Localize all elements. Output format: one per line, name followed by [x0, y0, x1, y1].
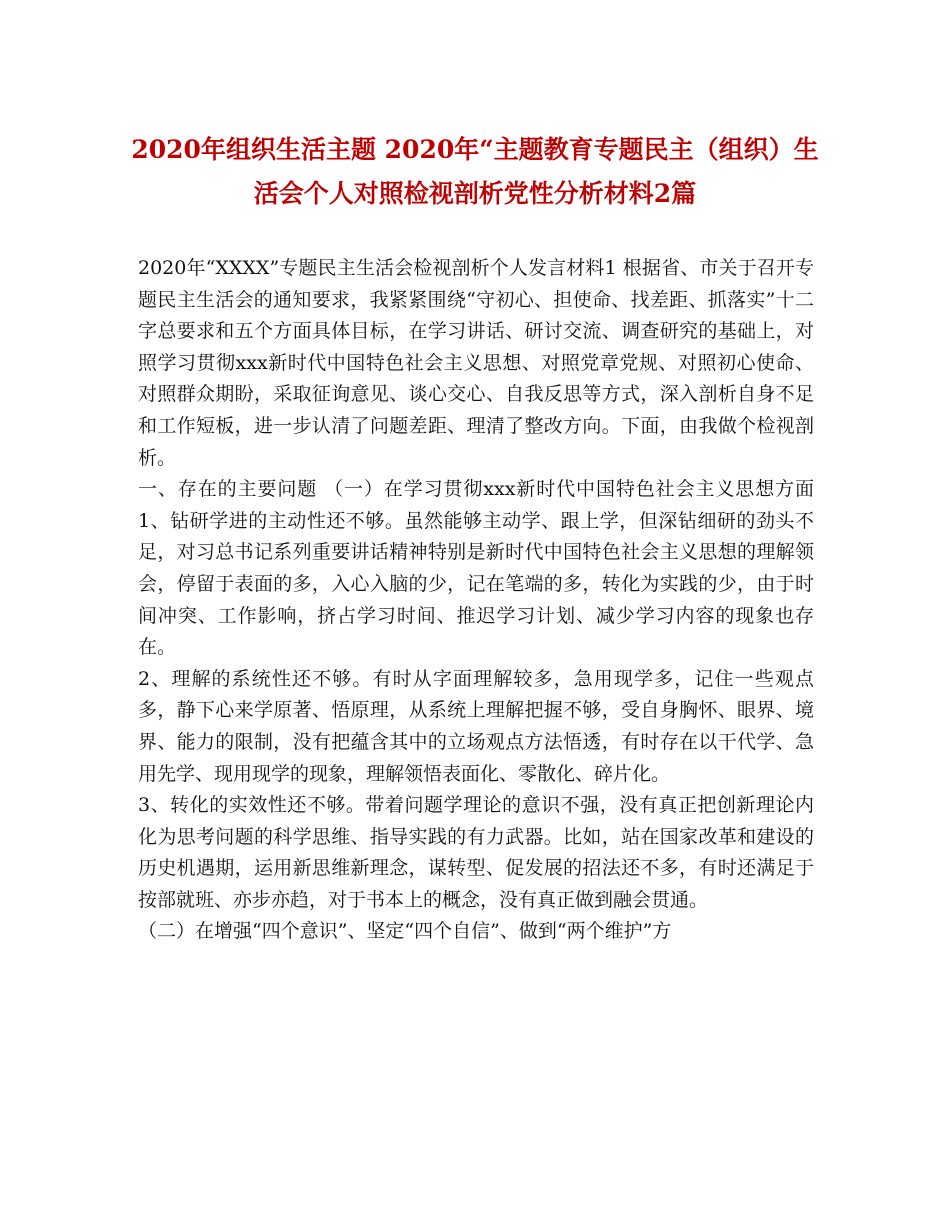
paragraph-point-three: 3、转化的实效性还不够。带着问题学理论的意识不强，没有真正把创新理论内化为思考问题的科学思维、指导实践的有力武器。比如，站在国家改革和建设的历史机遇期，运用新思维新理念，谋转型、促发展的招法还不多，有时还满足于按部就班、亦步亦趋，对于书本上的概念，没有真正做到融会贯通。	[138, 794, 814, 911]
document-title: 2020年组织生活主题 2020年“主题教育专题民主（组织）生活会个人对照检视剖析党性分析材料2篇	[131, 135, 819, 208]
paragraph-section-one: 一、存在的主要问题 （一）在学习贯彻xxx新时代中国特色社会主义思想方面 1、钻研学进的主动性还不够。虽然能够主动学、跟上学，但深钻细研的劲头不足，对习总书记系列重要讲话精神特别是新时代中国特色社会主义思想的理解领会，停留于表面的多，入心入脑的少，记在笔端的多，转化为实践的少，由于时间冲突、工作影响，挤占学习时间、推迟学习计划、减少学习内容的现象也存在。	[138, 478, 814, 659]
paragraph-subsection-two: （二）在增强“四个意识”、坚定“四个自信”、做到“两个维护”方	[138, 920, 672, 943]
paragraph-intro: 2020年“XXXX”专题民主生活会检视剖析个人发言材料1 根据省、市关于召开专题民主生活会的通知要求，我紧紧围绕“守初心、担使命、找差距、抓落实”十二字总要求和五个方面具体目标，在学习讲话、研讨交流、调查研究的基础上，对照学习贯彻xxx新时代中国特色社会主义思想、对照党章党规、对照初心使命、对照群众期盼，采取征询意见、谈心交心、自我反思等方式，深入剖析自身不足和工作短板，进一步认清了问题差距、理清了整改方向。下面，由我做个检视剖析。	[138, 257, 814, 469]
document-body	[138, 253, 814, 948]
paragraph-point-two: 2、理解的系统性还不够。有时从字面理解较多，急用现学多，记住一些观点多，静下心来学原著、悟原理，从系统上理解把握不够，受自身胸怀、眼界、境界、能力的限制，没有把蕴含其中的立场观点方法悟透，有时存在以干代学、急用先学、现用现学的现象，理解领悟表面化、零散化、碎片化。	[138, 667, 814, 785]
